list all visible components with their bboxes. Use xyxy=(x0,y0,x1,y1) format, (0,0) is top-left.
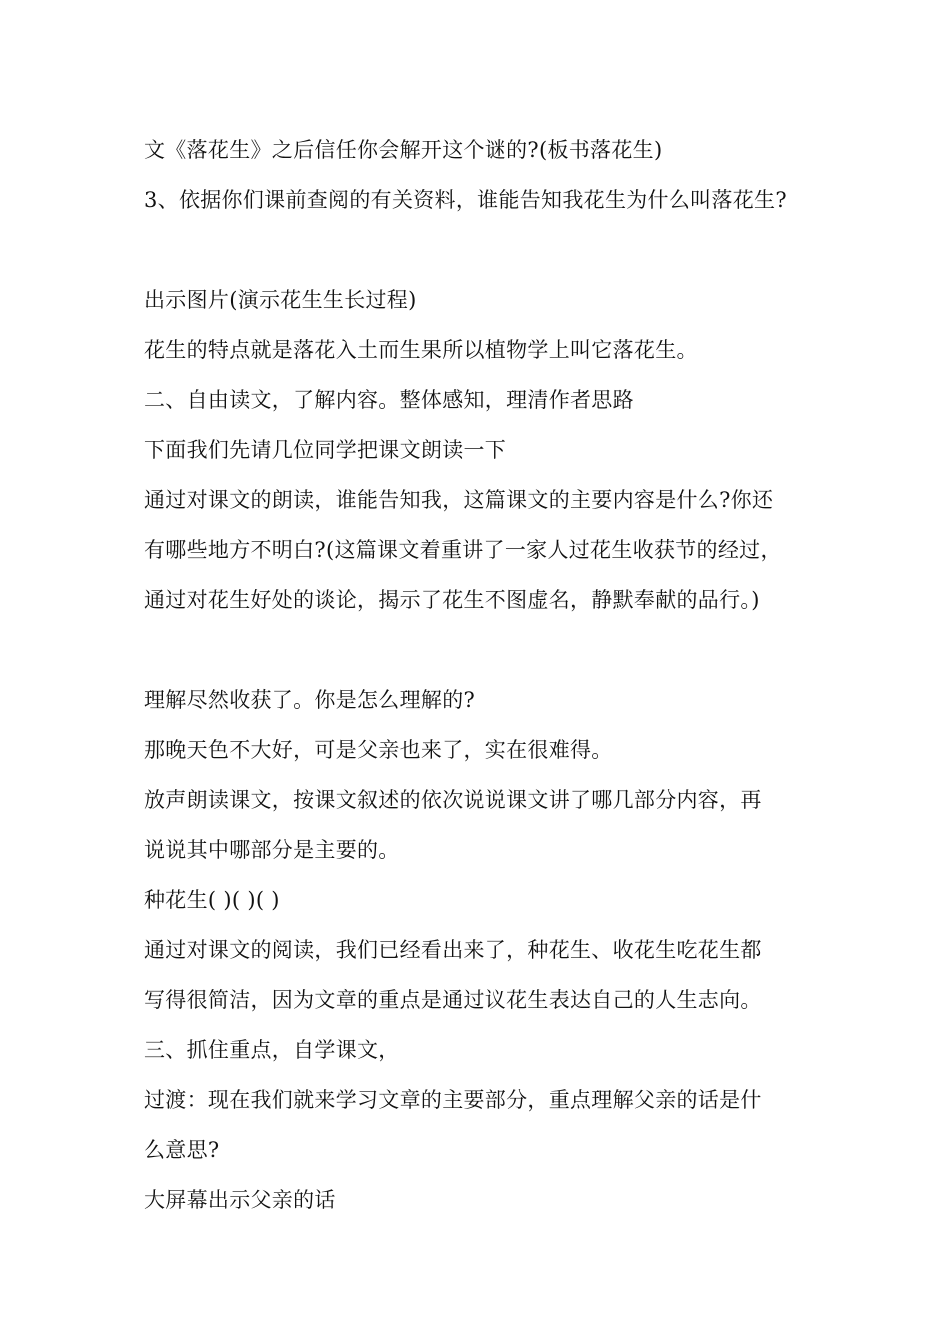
section-heading: 二、自由读文，了解内容。整体感知，理清作者思路 xyxy=(144,388,634,412)
text-line: 过渡：现在我们就来学习文章的主要部分，重点理解父亲的话是什 xyxy=(144,1088,762,1112)
text-line: 那晚天色不大好，可是父亲也来了，实在很难得。 xyxy=(144,738,613,762)
text-line: 花生的特点就是落花入土而生果所以植物学上叫它落花生。 xyxy=(144,338,698,362)
section-heading: 三、抓住重点，自学课文， xyxy=(144,1038,400,1062)
text-line: 写得很简洁，因为文章的重点是通过议花生表达自己的人生志向。 xyxy=(144,988,762,1012)
text-line: 通过对课文的阅读，我们已经看出来了，种花生、收花生吃花生都 xyxy=(144,938,762,962)
text-line: 通过对花生好处的谈论，揭示了花生不图虚名，静默奉献的品行。) xyxy=(144,588,760,612)
text-line: 理解尽然收获了。你是怎么理解的? xyxy=(144,688,476,712)
text-line: 种花生( )( )( ) xyxy=(144,888,280,912)
text-line: 通过对课文的朗读，谁能告知我，这篇课文的主要内容是什么?你还 xyxy=(144,488,774,512)
text-line: 出示图片(演示花生生长过程) xyxy=(144,288,417,312)
text-line: 说说其中哪部分是主要的。 xyxy=(144,838,400,862)
text-line: 大屏幕出示父亲的话 xyxy=(144,1188,336,1212)
text-line: 放声朗读课文，按课文叙述的依次说说课文讲了哪几部分内容，再 xyxy=(144,788,762,812)
text-line: 3、依据你们课前查阅的有关资料，谁能告知我花生为什么叫落花生? xyxy=(144,188,787,212)
text-line: 有哪些地方不明白?(这篇课文着重讲了一家人过花生收获节的经过， xyxy=(144,538,782,562)
text-line: 文《落花生》之后信任你会解开这个谜的?(板书落花生) xyxy=(144,138,663,162)
text-line: 么意思? xyxy=(144,1138,220,1162)
text-line: 下面我们先请几位同学把课文朗读一下 xyxy=(144,438,507,462)
